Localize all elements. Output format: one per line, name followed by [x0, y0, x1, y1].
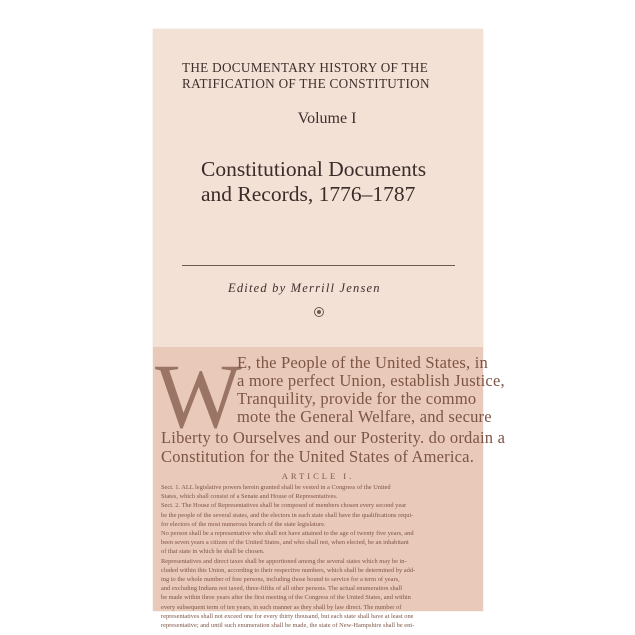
- article-line: be made within three years after the first meeting of the Congress of the United States, and within: [161, 594, 411, 602]
- article-line: representatives shall not exceed one for every thirty thousand, but each state shall have at least one: [161, 612, 414, 620]
- article-line: every subsequent term of ten years, in such manner as they shall by law direct. The number of: [161, 603, 402, 611]
- article-line: of that state in which he shall be chosen.: [161, 548, 265, 556]
- editor-credit: Edited by Merrill Jensen: [228, 281, 381, 295]
- series-title: [182, 60, 472, 92]
- preamble-line: a more perfect Union, establish Justice,: [237, 371, 505, 390]
- article-line: Sect. 1. ALL legislative powers herein granted shall be vested in a Congress of the United: [161, 484, 391, 491]
- article-line: Representatives and direct taxes shall be apportioned among the several states which may be in-: [161, 557, 407, 565]
- article-line: be the people of the several states, and the electors in each state shall have the qualifications requi-: [161, 511, 414, 519]
- preamble-text: [153, 345, 506, 630]
- book-title-line-2: and Records, 1776–1787: [201, 182, 416, 206]
- article-line: States, which shall consist of a Senate and House of Representatives.: [161, 493, 338, 501]
- article-line: cluded within this Union, according to their respective numbers, which shall be determined by add-: [161, 566, 416, 574]
- preamble-line: Tranquility, provide for the commo: [237, 389, 477, 408]
- article-line: been seven years a citizen of the United States, and who shall not, when elected, be an inhabitant: [161, 539, 409, 547]
- article-line: and excluding Indians not taxed, three-fifths of all other persons. The actual enumeration shall: [161, 585, 403, 593]
- series-title-line-2: RATIFICATION OF THE CONSTITUTION: [182, 76, 430, 91]
- article-line: ing to the whole number of free persons, including those bound to service for a term of years,: [161, 576, 400, 584]
- book-title: [201, 157, 471, 207]
- divider-rule: [182, 265, 455, 266]
- drop-cap: W: [155, 345, 242, 447]
- article-line: representative; and until such enumeration shall be made, the state of New-Hampshire shall be ent-: [161, 622, 415, 630]
- cover-title-panel: [153, 29, 483, 347]
- article-line: Sect. 2. The House of Representatives shall be composed of members chosen every second year: [161, 502, 407, 510]
- preamble-line: E, the People of the United States, in: [237, 353, 488, 372]
- series-title-line-1: THE DOCUMENTARY HISTORY OF THE: [182, 60, 429, 75]
- preamble-line: Constitution for the United States of America.: [161, 447, 475, 466]
- preamble-line: Liberty to Ourselves and our Posterity. do ordain a: [161, 428, 506, 447]
- article-line: for electors of the most numerous branch of the state legislature.: [161, 520, 326, 528]
- preamble-line: mote the General Welfare, and secure: [237, 407, 492, 426]
- ornament-icon: [314, 307, 324, 317]
- constitution-preamble-band: [153, 345, 506, 630]
- article-heading: ARTICLE I.: [281, 471, 355, 481]
- article-body: [161, 483, 479, 630]
- article-line: No person shall be a representative who shall not have attained to the age of twenty five years, and: [161, 530, 414, 538]
- book-title-line-1: Constitutional Documents: [201, 157, 427, 181]
- book-cover: [153, 29, 506, 630]
- volume-label: Volume I: [297, 110, 357, 127]
